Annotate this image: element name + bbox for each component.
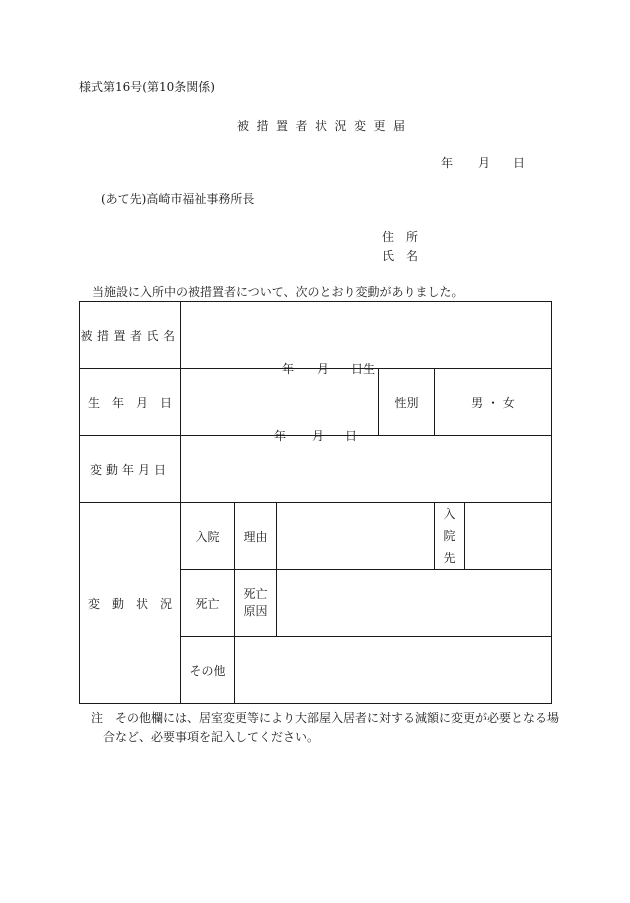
change-day: 日 (345, 429, 358, 443)
name-label: 氏 名 (382, 249, 419, 263)
status-label: 変 動 状 況 (80, 503, 181, 704)
sex-options[interactable]: 男 ・ 女 (435, 369, 552, 436)
form-number: 様式第16号(第10条関係) (79, 80, 215, 94)
hospital-dest-char: 入 (443, 507, 456, 521)
name-input-cell[interactable] (181, 302, 552, 369)
hospital-label: 入院 (181, 503, 235, 570)
page-title: 被措置者状況変更届 (237, 119, 413, 133)
change-date-label: 変動年月日 (80, 436, 181, 503)
hospital-dest-label (435, 503, 465, 570)
address-label: 住 所 (382, 230, 419, 244)
date-year: 年 (441, 156, 454, 170)
hospital-dest-char: 院 (443, 529, 456, 543)
change-year: 年 (274, 429, 287, 443)
change-date-input-cell[interactable] (181, 429, 552, 503)
date-month: 月 (478, 156, 491, 170)
date-day: 日 (513, 156, 526, 170)
other-input-cell[interactable] (235, 637, 552, 704)
death-cause-label (235, 570, 277, 637)
birth-day-suffix: 日生 (351, 362, 376, 376)
reason-input-cell[interactable] (277, 503, 435, 570)
death-label: 死亡 (181, 570, 235, 637)
hospital-dest-input-cell[interactable] (465, 503, 552, 570)
row-birthdate (80, 369, 552, 436)
birth-input-cell[interactable] (181, 362, 379, 436)
birth-year: 年 (282, 362, 295, 376)
change-month: 月 (312, 429, 325, 443)
addressee: (あて先)高崎市福祉事務所長 (101, 192, 255, 206)
note-line-1: 注 その他欄には、居室変更等により大部屋入居者に対する減額に変更が必要となる場 (91, 711, 560, 725)
change-form-table (79, 301, 552, 704)
death-cause-line: 原因 (243, 604, 268, 618)
row-hospitalization (80, 503, 552, 570)
birth-row-label: 生 年 月 日 (80, 369, 181, 436)
name-row-label: 被措置者氏名 (80, 302, 181, 369)
death-cause-input-cell[interactable] (277, 570, 552, 637)
hospital-dest-char: 先 (443, 551, 456, 565)
row-change-date (80, 436, 552, 503)
reason-label: 理由 (235, 503, 277, 570)
death-cause-line: 死亡 (243, 587, 268, 601)
sex-label: 性別 (379, 369, 435, 436)
intro-text: 当施設に入所中の被措置者について、次のとおり変動がありました。 (92, 285, 464, 299)
birth-month: 月 (317, 362, 330, 376)
row-name (80, 302, 552, 369)
note-line-2: 合など、必要事項を記入してください。 (103, 730, 320, 744)
other-label: その他 (181, 637, 235, 704)
